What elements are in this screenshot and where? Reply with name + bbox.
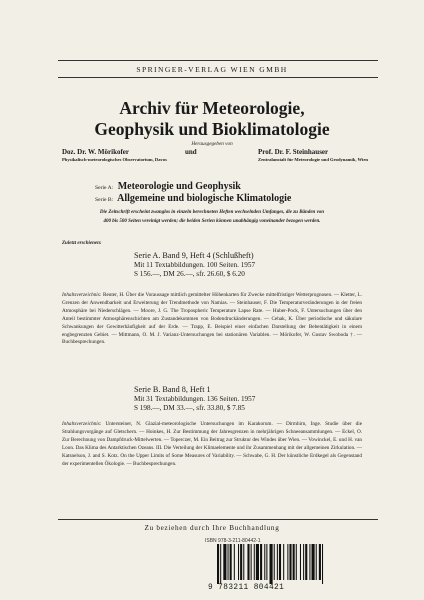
barcode-bar <box>296 544 297 580</box>
barcode-bar <box>309 544 310 580</box>
notice-line-1: Die Zeitschrift erscheint zwanglos in einzeln berechneten Heften wechselnden Umfanges, die zu Bänden von <box>99 210 325 215</box>
editors-label: Herausgegeben von <box>191 141 233 147</box>
barcode-bar <box>260 544 262 580</box>
editor-1-affiliation: Physikalisch-meteorologisches Observatorium, Davos <box>62 157 167 162</box>
volume-a-info <box>134 251 255 279</box>
barcode-bar <box>254 544 255 580</box>
volume-b-details: Mit 31 Textabbildungen. 136 Seiten. 1957 <box>134 395 256 403</box>
series-b <box>95 193 291 204</box>
volume-a-heading: Serie A. Band 9, Heft 4 (Schlußheft) <box>134 251 254 260</box>
barcode-bar <box>240 544 242 580</box>
series-b-label: Serie B: <box>95 197 114 203</box>
barcode-bar <box>217 544 219 584</box>
barcode-bar <box>293 544 295 580</box>
barcode-bar <box>274 544 275 580</box>
barcode-bar <box>287 544 288 580</box>
volume-a-contents-label: Inhaltsverzeichnis: <box>62 292 102 298</box>
barcode-bar <box>283 544 284 580</box>
barcode-bar <box>316 544 317 580</box>
barcode-bar <box>270 544 273 584</box>
isbn-label: ISBN 978-3-211-80442-1 <box>205 538 261 544</box>
editor-1-name: Doz. Dr. W. Mörikofer <box>62 148 130 156</box>
barcode-bar <box>230 544 232 580</box>
notice-line-2: 400 bis 500 Seiten vereinigt werden; die beiden Serien können unabhängig voneinander bezogen werden. <box>103 218 321 224</box>
volume-a-contents-text: Reuter, H. Über die Voraussage mittlich gemittelter Höhenkarten für Zwecke mittelfristiger Wetterprognosen. — Kletter, L. Grenzen der Anwendbarkeit und Erweiterung der Trendmethode von Namias. — Steinhauser, F. Die Temperaturveränderungen in der freien Atmosphäre bei Niederschlägen. — Moore, J. G. The Tropospheric Temperature Lapse Rate. — Huber-Pock, F. Untersuchungen über den Anteil bestimmter Atmosphärenschichten am Zustandekommen von Bodendruckänderungen. — Cehak, K. Über periodische und säkulare Schwankungen der Gewitterhäufigkeit auf der Erde. — Trapp, E. Beispiel einer einfachen Darstellung der Bebentätigkeit in einem engbegrenzten Gebiet. — Mittmann, O. M. J. Varianz-Untersuchungen bei stationären Variablen. — Mörikofer, W. Gustav Swoboda †. — Buchbesprechungen. <box>62 292 362 346</box>
barcode-bar <box>228 544 229 580</box>
volume-a-details: Mit 11 Textabbildungen. 100 Seiten. 1957 <box>134 261 256 269</box>
barcode-bar <box>300 544 301 580</box>
volume-b-info <box>134 385 255 413</box>
barcode-bar <box>303 544 304 580</box>
series-a <box>95 181 241 192</box>
barcode-bar <box>234 544 235 580</box>
barcode-bar <box>247 544 249 580</box>
volume-b-heading: Serie B. Band 8, Heft 1 <box>134 385 211 394</box>
publication-notice <box>30 209 394 226</box>
barcode-bar <box>251 544 252 580</box>
publisher-rule <box>58 77 378 78</box>
series-a-label: Serie A: <box>95 185 114 191</box>
distribution-line: Zu beziehen durch Ihre Buchhandlung <box>144 524 280 532</box>
editor-2-affiliation: Zentralanstalt für Meteorologie und Geodynamik, Wien <box>258 157 368 162</box>
barcode-number: 9 783211 804421 <box>208 584 285 592</box>
barcode-bar <box>289 544 291 580</box>
barcode-bar <box>238 544 239 580</box>
editors-and: und <box>185 148 197 156</box>
barcode-bar <box>266 544 267 580</box>
volume-a-contents <box>62 292 362 347</box>
volume-a-prices: S 156.—, DM 26.—, sfr. 26.60, $ 6.20 <box>134 269 245 278</box>
top-rule <box>58 60 378 61</box>
bottom-rule <box>58 519 378 520</box>
barcode-bar <box>220 544 221 584</box>
barcode-bar <box>264 544 265 580</box>
recently-published-label: Zuletzt erschienen: <box>62 241 102 246</box>
barcode-graphic <box>213 544 369 584</box>
editor-2-name: Prof. Dr. F. Steinhauser <box>258 148 329 156</box>
series-b-title: Allgemeine und biologische Klimatologie <box>117 193 292 204</box>
barcode-bar <box>243 544 244 580</box>
barcode-bar <box>305 544 307 580</box>
title-line-2: Geophysik und Bioklimatologie <box>94 119 330 139</box>
barcode-bar <box>319 544 321 580</box>
volume-b-contents <box>62 421 362 468</box>
volume-b-contents-label: Inhaltsverzeichnis: <box>62 421 102 427</box>
journal-title <box>30 98 394 140</box>
publisher-line: SPRINGER-VERLAG WIEN GMBH <box>136 65 288 74</box>
barcode-bar <box>279 544 281 580</box>
barcode-bar <box>277 544 278 580</box>
barcode-bar <box>322 544 323 584</box>
series-a-title: Meteorologie und Geophysik <box>117 181 241 192</box>
volume-b-prices: S 198.—, DM 33.—, sfr. 33.80, $ 7.85 <box>134 403 245 412</box>
title-line-1: Archiv für Meteorologie, <box>119 98 305 118</box>
barcode-bar <box>312 544 315 580</box>
barcode-bar <box>223 544 226 580</box>
barcode-bar <box>256 544 259 580</box>
volume-b-contents-text: Untersteiner, N. Glazial-meteorologische Untersuchungen im Karakorum. — Dirmhirn, Inge. Studie über die Strahlungsvorgänge auf Gletschern. — Hoinkes, H. Zur Bestimmung der Jahresgrenzen in mehrjährigen Schneeansammlungen. — Eckel, O. Zur Berechnung von Dampfdruck-Mittelwerten. — Toperczer, M. Ein Beitrag zur Struktur des Windes über Wien. — Vowinckel, E. und H. van Loon. Das Klima des Antarktischen Ozeans. III. Die Verteilung der Klimaelemente und ihr Zusammenhang mit der allgemeinen Zirkulation. — Katsnelson, J. and S. Kotz. On the Upper Limits of Some Measures of Variability. — Schwabe, G. H. Der künstliche Erdkegel als Gegenstand der experimentellen Ökologie. — Buchbesprechungen. <box>62 421 362 467</box>
